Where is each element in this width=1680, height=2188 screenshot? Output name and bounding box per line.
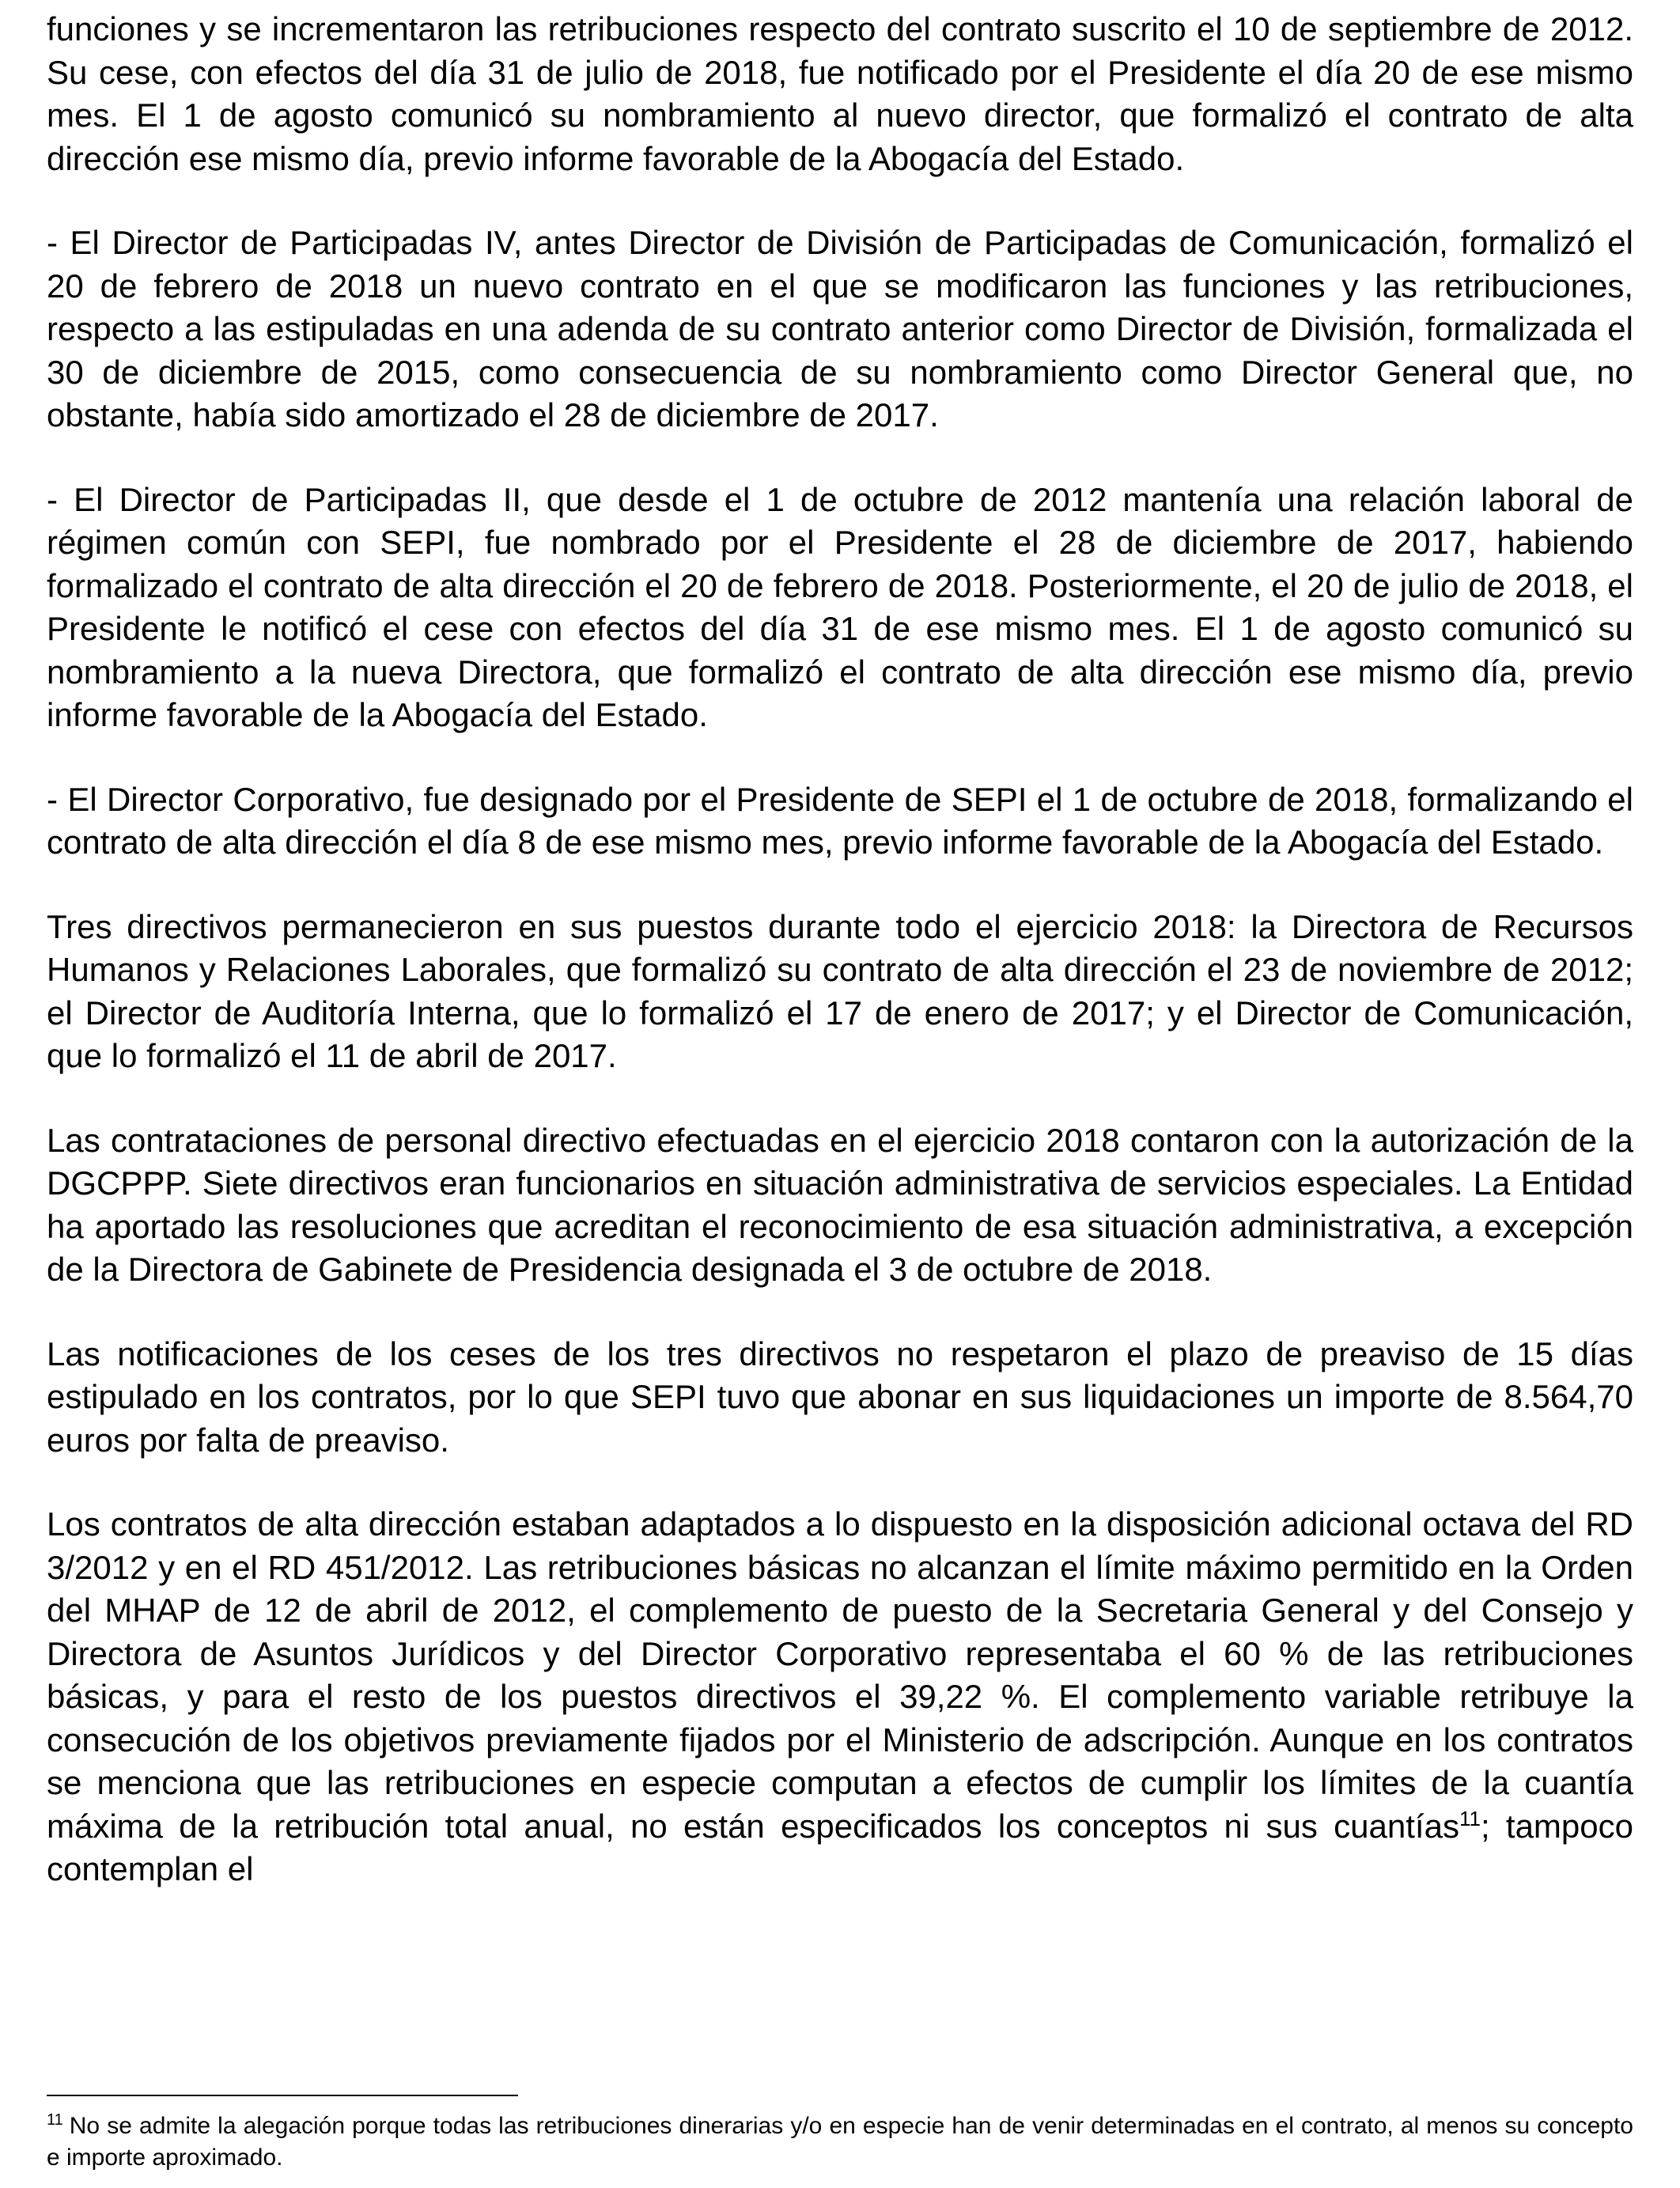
paragraph-text-before-ref: Los contratos de alta dirección estaban adaptados a lo dispuesto en la disposición adicional octava del RD 3/2012 y en el RD 451/2012. Las retribuciones básicas no alcanzan el límite máximo permitido en la Orden del MHAP de 12 de abril de 2012, el complemento de puesto de la Secretaria General y del Consejo y Directora de Asuntos Jurídicos y del Director Corporativo representaba el 60 % de las retribuciones básicas, y para el resto de los puestos directivos el 39,22 %. El complemento variable retribuye la consecución de los objetivos previamente fijados por el Ministerio de adscripción. Aunque en los contratos se menciona que las retribuciones en especie computan a efectos de cumplir los límites de la cuantía máxima de la retribución total anual, no están especificados los conceptos ni sus cuantías bbox=[47, 1505, 1633, 1845]
paragraph-contrataciones: Las contrataciones de personal directivo efectuadas en el ejercicio 2018 contaron con la autorización de la DGCPPP. Siete directivos eran funcionarios en situación administrativa de servicios especiales. La Entidad ha aportado las resoluciones que acreditan el reconocimiento de esa situación administrativa, a excepción de la Directora de Gabinete de Presidencia designada el 3 de octubre de 2018. bbox=[47, 1121, 1633, 1288]
paragraph-director-participadas-ii: - El Director de Participadas II, que desde el 1 de octubre de 2012 mantenía una relación laboral de régimen común con SEPI, fue nombrado por el Presidente el 28 de diciembre de 2017, habiendo formalizado el contrato de alta dirección el 20 de febrero de 2018. Posteriormente, el 20 de julio de 2018, el Presidente le notificó el cese con efectos del día 31 de ese mismo mes. El 1 de agosto comunicó su nombramiento a la nueva Directora, que formalizó el contrato de alta dirección ese mismo día, previo informe favorable de la Abogacía del Estado. bbox=[47, 480, 1633, 733]
footnote-text: No se admite la alegación porque todas las retribuciones dinerarias y/o en especie han de venir determinadas en el contrato, al menos su concepto e importe aproximado. bbox=[47, 2113, 1633, 2171]
paragraph-notificaciones-ceses: Las notificaciones de los ceses de los tres directivos no respetaron el plazo de preaviso de 15 días estipulado en los contratos, por lo que SEPI tuvo que abonar en sus liquidaciones un importe de 8.564,70 euros por falta de preaviso. bbox=[47, 1334, 1633, 1459]
paragraph-director-corporativo: - El Director Corporativo, fue designado por el Presidente de SEPI el 1 de octubre de 2018, formalizando el contrato de alta dirección el día 8 de ese mismo mes, previo informe favorable de la Abogacía del Estado. bbox=[47, 780, 1633, 861]
footnote-number: 11 bbox=[47, 2111, 63, 2129]
paragraph-contratos-alta-direccion bbox=[47, 1503, 1633, 1891]
footnote-separator bbox=[47, 2095, 518, 2096]
paragraph-text-after-ref: ; tampoco contemplan el bbox=[47, 1807, 1633, 1887]
footnote-reference[interactable]: 11 bbox=[1459, 1806, 1481, 1830]
document-page bbox=[47, 8, 1633, 1932]
paragraph-cese-director: funciones y se incrementaron las retribuciones respecto del contrato suscrito el 10 de septiembre de 2012. Su cese, con efectos del día 31 de julio de 2018, fue notificado por el Presidente el día 20 de ese mismo mes. El 1 de agosto comunicó su nombramiento al nuevo director, que formalizó el contrato de alta dirección ese mismo día, previo informe favorable de la Abogacía del Estado. bbox=[47, 10, 1633, 177]
paragraph-director-participadas-iv: - El Director de Participadas IV, antes Director de División de Participadas de Comunicación, formalizó el 20 de febrero de 2018 un nuevo contrato en el que se modificaron las funciones y las retribuciones, respecto a las estipuladas en una adenda de su contrato anterior como Director de División, formalizada el 30 de diciembre de 2015, como consecuencia de su nombramiento como Director General que, no obstante, había sido amortizado el 28 de diciembre de 2017. bbox=[47, 224, 1633, 433]
paragraph-tres-directivos: Tres directivos permanecieron en sus puestos durante todo el ejercicio 2018: la Directora de Recursos Humanos y Relaciones Laborales, que formalizó su contrato de alta dirección el 23 de noviembre de 2012; el Director de Auditoría Interna, que lo formalizó el 17 de enero de 2017; y el Director de Comunicación, que lo formalizó el 11 de abril de 2017. bbox=[47, 907, 1633, 1074]
footnote bbox=[47, 2110, 1633, 2174]
